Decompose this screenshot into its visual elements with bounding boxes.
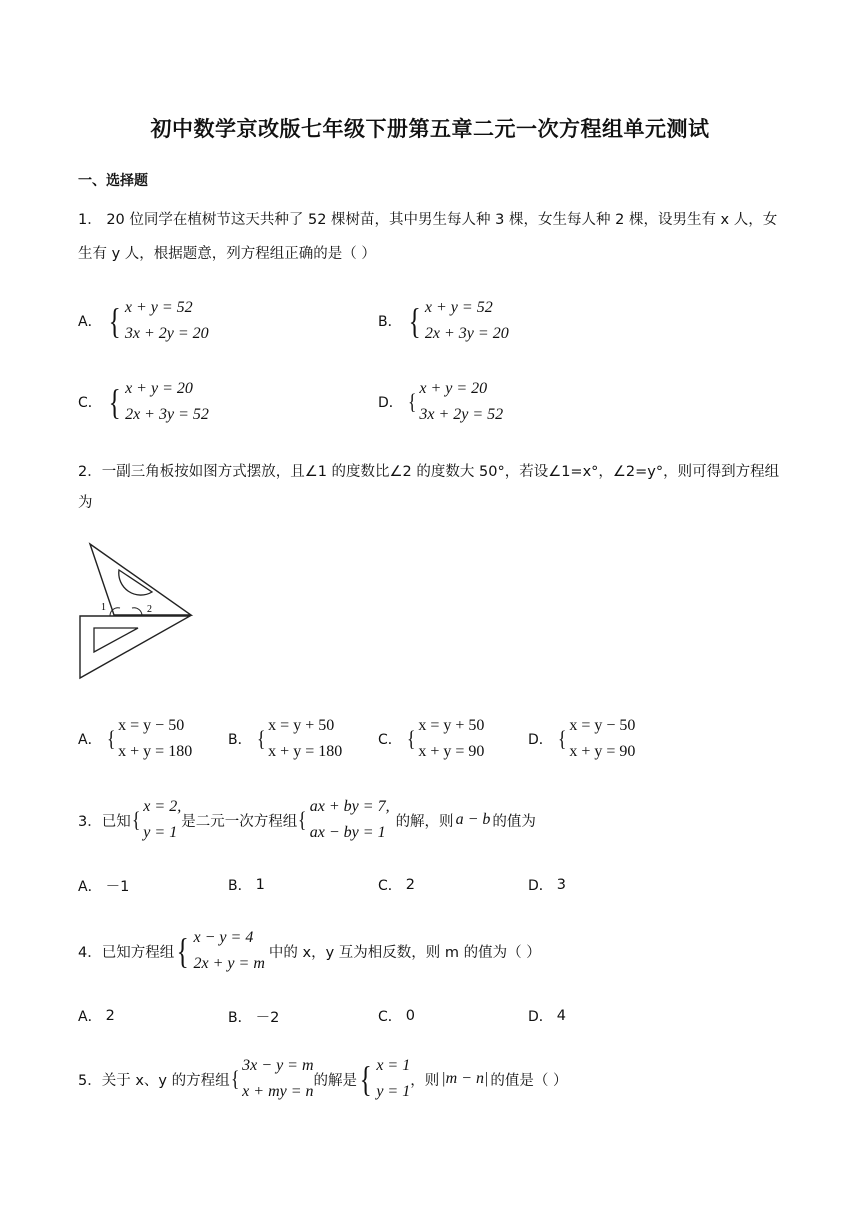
equation: x = y − 50: [118, 717, 185, 734]
q5-mid: 的解是: [313, 1072, 358, 1089]
brace-icon: {: [256, 726, 266, 751]
equation: x = 2,: [143, 798, 182, 815]
brace-icon: {: [230, 1066, 240, 1091]
option-value: 4: [556, 1008, 567, 1024]
q4-prefix: 4．已知方程组: [78, 944, 175, 961]
equation: 2x + y = m: [193, 955, 265, 972]
option-label: B．: [228, 732, 252, 748]
q3-mid: 是二元一次方程组: [181, 813, 298, 830]
option-label: C．: [378, 1009, 402, 1025]
brace-icon: {: [408, 301, 421, 341]
option-label: C．: [378, 732, 402, 748]
q2-option-a: [78, 713, 192, 765]
brace-icon: {: [176, 931, 189, 971]
brace-icon: {: [108, 301, 121, 341]
q3-suffix-2: 的值为: [492, 813, 536, 830]
q4-option-b: [228, 1006, 279, 1027]
q1-option-a: [78, 295, 209, 347]
q3-suffix-1: 的解，则: [395, 813, 454, 830]
brace-icon: {: [557, 726, 567, 751]
q4-option-c: [378, 1006, 415, 1026]
q3-option-b: [228, 875, 265, 895]
question-2-line-1: 2．一副三角板按如图方式摆放，且∠1 的度数比∠2 的度数大 50°，若设∠1=x°，∠2=y°，则可得到方程组: [78, 464, 780, 480]
brace-icon: {: [131, 807, 141, 832]
question-1-line-1: 1． 20 位同学在植树节这天共种了 52 棵树苗，其中男生每人种 3 棵，女生每人种 2 棵，设男生有 x 人，女: [78, 212, 778, 228]
option-value: －1: [105, 879, 130, 895]
brace-icon: {: [108, 382, 121, 422]
option-label: A．: [78, 1009, 102, 1025]
equation: 2x + 3y = 52: [125, 406, 209, 423]
option-value: 3: [556, 877, 567, 893]
equation: x = 1: [376, 1057, 411, 1074]
option-label: D．: [528, 732, 553, 748]
equation: x + y = 52: [424, 299, 493, 316]
equation: x + y = 180: [268, 743, 343, 760]
question-5: [78, 1053, 567, 1105]
equation: 3x + 2y = 20: [124, 325, 209, 342]
brace-icon: {: [407, 389, 417, 414]
q3-expression: a − b: [455, 811, 491, 828]
option-label: D．: [528, 878, 553, 894]
q1-option-d: [378, 376, 503, 428]
equation: 2x + 3y = 20: [424, 325, 509, 342]
option-value: 2: [105, 1008, 115, 1024]
equation: 3x − y = m: [242, 1057, 314, 1074]
equation: x + y = 90: [418, 743, 485, 760]
q2-option-b: [228, 713, 342, 765]
equation: x + my = n: [242, 1083, 314, 1100]
equation: y = 1: [143, 824, 178, 841]
question-2-line-2: 为: [78, 495, 93, 511]
q2-option-c: [378, 713, 484, 765]
equation: x = y + 50: [268, 717, 335, 734]
equation: x + y = 180: [118, 743, 193, 760]
page-title: 初中数学京改版七年级下册第五章二元一次方程组单元测试: [150, 117, 710, 141]
equation: 3x + 2y = 52: [419, 406, 504, 423]
option-label: A．: [78, 314, 102, 330]
q4-option-d: [528, 1006, 566, 1026]
q5-suffix: 的值是（ ）: [490, 1072, 568, 1089]
option-label: A．: [78, 878, 102, 895]
equation: x + y = 52: [124, 299, 193, 316]
option-label: C．: [378, 878, 402, 894]
q5-prefix: 5．关于 x、y 的方程组: [78, 1072, 230, 1089]
section-heading: 一、选择题: [78, 173, 148, 189]
option-value: 0: [405, 1008, 416, 1024]
q4-option-a: [78, 1006, 115, 1026]
brace-icon: {: [359, 1059, 372, 1099]
equation: y = 1: [376, 1083, 411, 1100]
brace-icon: {: [298, 807, 307, 832]
option-label: D．: [528, 1009, 553, 1025]
option-label: B．: [378, 314, 402, 330]
equation: x = y + 50: [418, 717, 485, 734]
q1-option-c: [78, 376, 209, 428]
equation: x − y = 4: [193, 929, 254, 946]
q3-option-d: [528, 875, 566, 895]
option-value: －2: [255, 1010, 280, 1026]
option-label: C．: [78, 395, 102, 411]
equation: x = y − 50: [569, 717, 636, 734]
brace-icon: {: [406, 726, 416, 751]
angle-1-label: 1: [101, 602, 106, 613]
question-3: [78, 794, 536, 846]
equation: ax − by = 1: [309, 824, 386, 841]
q5-mid-2: ，则: [410, 1072, 440, 1089]
brace-icon: {: [106, 726, 116, 751]
option-label: B．: [228, 1009, 252, 1026]
q3-option-a: [78, 875, 129, 896]
q3-prefix: 3．已知: [78, 813, 131, 830]
equation: ax + by = 7,: [309, 798, 390, 815]
q4-suffix: 中的 x，y 互为相反数，则 m 的值为（ ）: [268, 944, 541, 961]
question-4: [78, 925, 541, 977]
angle-2-label: 2: [147, 604, 152, 615]
option-value: 2: [405, 877, 416, 893]
option-value: 1: [255, 877, 265, 893]
q5-expression: |m − n|: [441, 1070, 489, 1087]
option-label: D．: [378, 395, 403, 411]
set-squares-figure: [74, 540, 194, 682]
q3-option-c: [378, 875, 415, 895]
lower-triangle: [80, 616, 190, 678]
question-1-line-2: 生有 y 人，根据题意，列方程组正确的是（ ）: [78, 246, 376, 262]
equation: x + y = 20: [125, 380, 193, 397]
equation: x + y = 20: [419, 380, 488, 397]
option-label: B．: [228, 878, 252, 894]
semicircle-cutout: [119, 570, 152, 595]
q2-option-d: [528, 713, 635, 765]
q1-option-b: [378, 295, 509, 347]
option-label: A．: [78, 732, 102, 748]
equation: x + y = 90: [569, 743, 636, 760]
